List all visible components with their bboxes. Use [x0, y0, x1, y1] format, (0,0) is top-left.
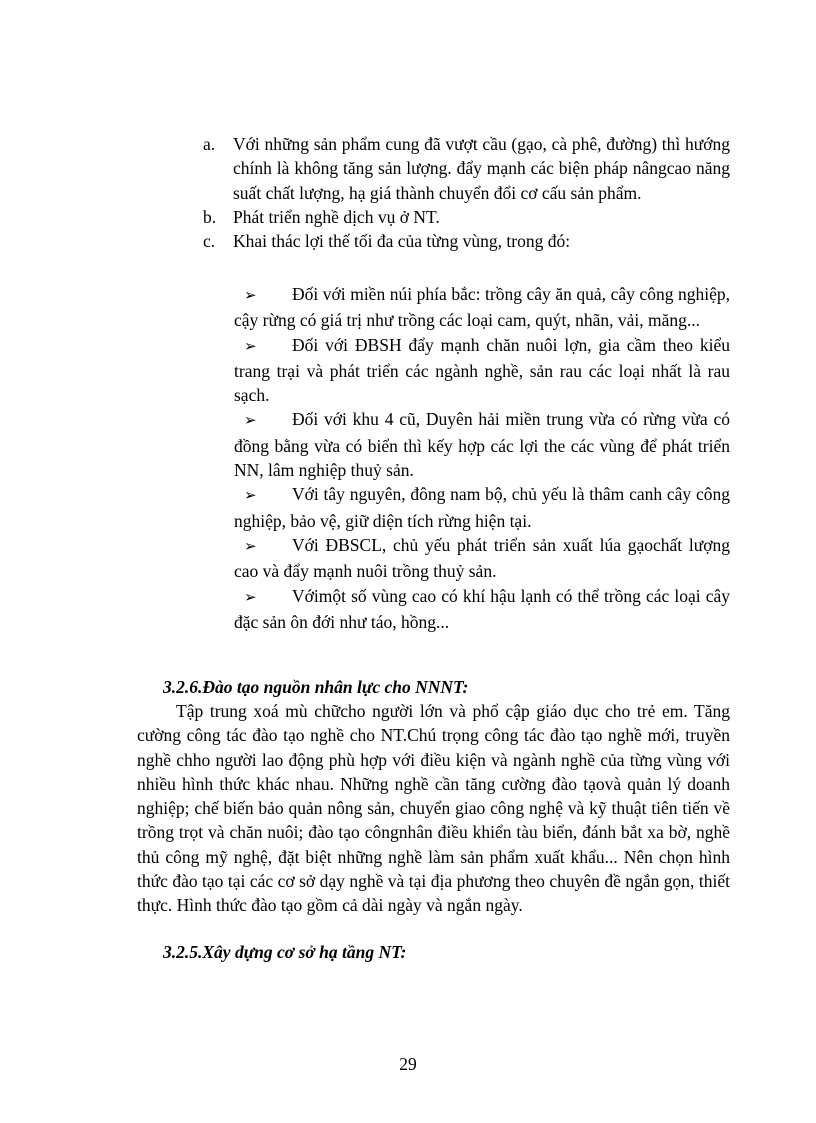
arrow-list-item	[234, 584, 730, 635]
arrow-bullet-list	[234, 282, 730, 634]
arrow-bullet-icon: ➢	[244, 338, 257, 355]
arrow-bullet-icon: ➢	[244, 589, 257, 606]
arrow-list-item-text: Đối với miền núi phía bắc: trồng cây ăn quả, cây công nghiệp, cậy rừng có giá trị như trồng các loại cam, quýt, nhãn, vải, măng...	[234, 284, 730, 331]
section-heading-3-2-5: 3.2.5.Xây dựng cơ sở hạ tầng NT:	[163, 942, 407, 962]
arrow-bullet-icon: ➢	[244, 413, 257, 430]
list-item-text: Khai thác lợi thế tối đa của từng vùng, trong đó:	[233, 231, 571, 252]
arrow-list-item	[234, 333, 730, 408]
list-marker: c.	[203, 231, 216, 252]
list-marker: a.	[203, 134, 216, 154]
arrow-bullet-icon: ➢	[244, 488, 257, 505]
arrow-list-item-text: Vớimột số vùng cao có khí hậu lạnh có thể trồng các loại cây đặc sản ôn đới như táo, hồng...	[234, 585, 730, 632]
arrow-list-item	[234, 282, 730, 333]
section-paragraph: Tập trung xoá mù chữcho người lớn và phổ cập giáo dục cho trẻ em. Tăng cường công tác đào tạo nghề cho NT.Chú trọng công tác đào tạo nghề mới, truyền nghề chho người lao động phù hợp với điều kiện và ngành nghề của từng vùng với nhiều hình thức khác nhau. Những nghề cần tăng cường đào tạovà quản lý doanh nghiệp; chế biến bảo quản nông sản, chuyển giao công nghệ và kỹ thuật tiên tiến về trồng trọt và chăn nuôi; đào tạo côngnhân điều khiển tàu biển, đánh bắt xa bờ, nghề thủ công mỹ nghệ, đặt biệt những nghề làm sản phẩm xuất khẩu... Nên chọn hình thức đào tạo tại các cơ sở dạy nghề và tại địa phương theo chuyên đề ngắn gọn, thiết thực. Hình thức đào tạo gồm cả dài ngày và ngắn ngày.	[137, 701, 730, 916]
list-item-c	[203, 229, 730, 253]
list-item-text: Phát triển nghề dịch vụ ở NT.	[233, 206, 440, 227]
arrow-list-item-text: Đối với khu 4 cũ, Duyên hải miền trung vừa có rừng vừa có đồng bằng vừa có biển thì kếy hợp các lợi the các vùng để phát triển NN, lâm nghiệp thuỷ sản.	[234, 409, 730, 481]
list-item-text: Với những sản phẩm cung đã vượt cầu (gạo, cà phê, đường) thì hướng chính là không tăng sản lượng. đẩy mạnh các biện pháp nângcao năng suất chất lượng, hạ giá thành chuyển đổi cơ cấu sản phẩm.	[233, 134, 730, 203]
arrow-list-item	[234, 407, 730, 482]
arrow-list-item-text: Đối với ĐBSH đẩy mạnh chăn nuôi lợn, gia cầm theo kiểu trang trại và phát triển các ngành nghề, sản rau các loại nhất là rau sạch.	[234, 334, 730, 406]
list-item-b	[203, 205, 730, 229]
arrow-list-item-text: Với ĐBSCL, chủ yếu phát triển sản xuất lúa gạochất lượng cao và đẩy mạnh nuôi trồng thuỷ sản.	[234, 534, 730, 582]
arrow-bullet-icon: ➢	[244, 288, 257, 304]
arrow-bullet-icon: ➢	[244, 538, 257, 555]
arrow-list-item-text: Với tây nguyên, đông nam bộ, chủ yếu là thâm canh cây công nghiệp, bảo vệ, giữ diện tích rừng hiện tại.	[234, 484, 730, 531]
section-heading-3-2-6: 3.2.6.Đào tạo nguồn nhân lực cho NNNT:	[163, 677, 469, 697]
page-number: 29	[399, 1054, 417, 1074]
list-marker: b.	[203, 206, 217, 227]
lettered-list	[203, 132, 730, 253]
arrow-list-item	[234, 533, 730, 584]
arrow-list-item	[234, 482, 730, 533]
list-item-a	[203, 132, 730, 205]
